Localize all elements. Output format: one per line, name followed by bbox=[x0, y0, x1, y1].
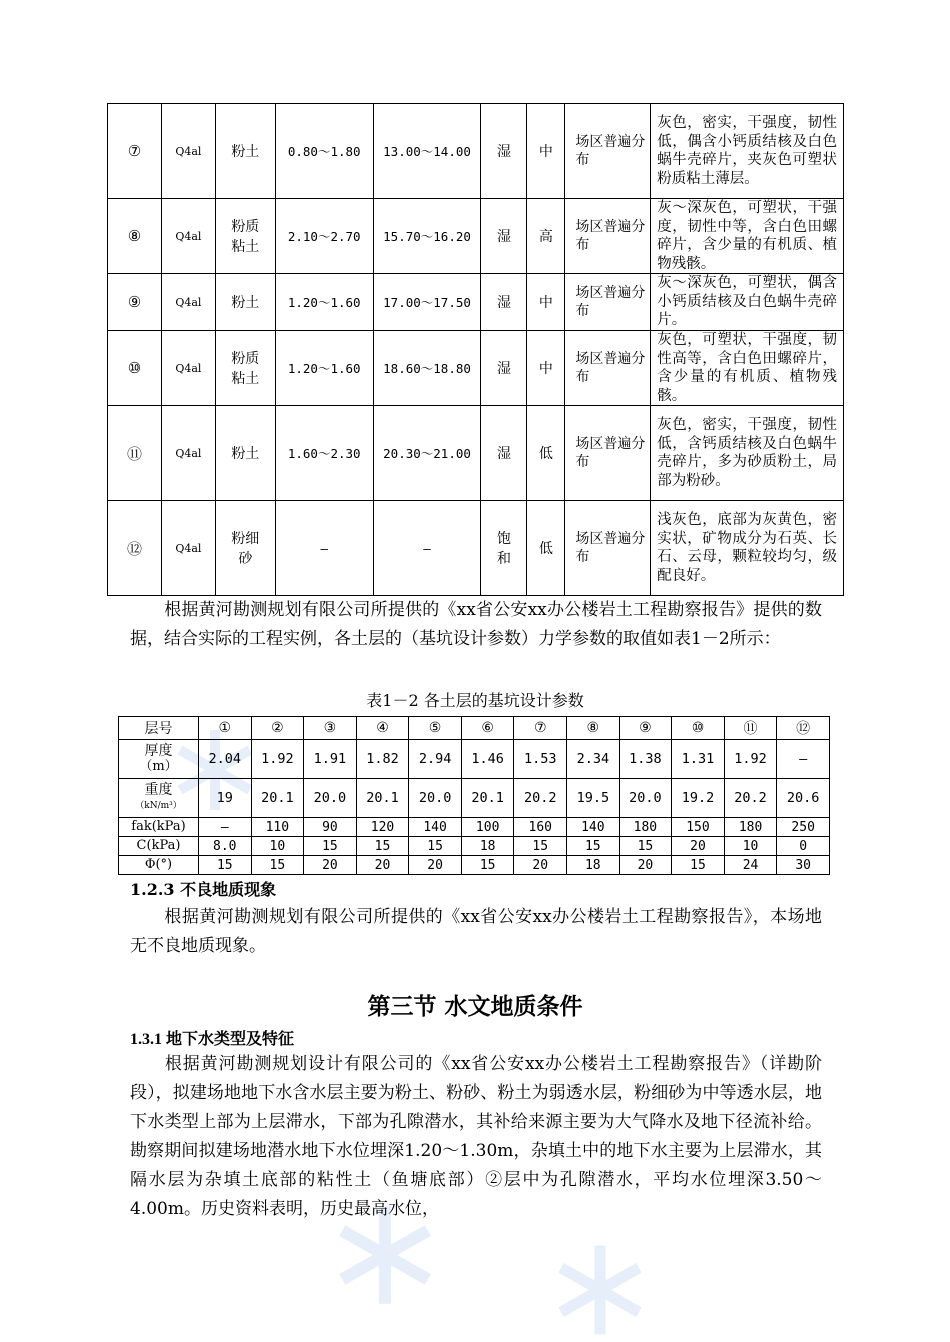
layer-depth-cell: 15.70～16.20 bbox=[373, 199, 481, 274]
layer-header-cell: ④ bbox=[356, 717, 409, 740]
parameter-value-cell: 2.94 bbox=[409, 740, 462, 779]
layer-depth-cell: 20.30～21.00 bbox=[373, 406, 481, 501]
parameter-value-cell: 110 bbox=[251, 818, 304, 837]
soil-layer-row bbox=[108, 501, 844, 596]
parameter-value-cell: 15 bbox=[304, 837, 357, 856]
parameter-value-cell: 140 bbox=[409, 818, 462, 837]
parameter-value-cell: 15 bbox=[409, 837, 462, 856]
parameter-unit: （kN/m³） bbox=[135, 801, 182, 811]
parameter-name: C(kPa) bbox=[136, 838, 181, 853]
parameter-name: 厚度 bbox=[144, 743, 173, 759]
parameter-value-cell: 19.2 bbox=[672, 779, 725, 818]
parameter-value-cell: 20.0 bbox=[304, 779, 357, 818]
parameter-row bbox=[119, 818, 830, 837]
parameter-value-cell: 20 bbox=[672, 837, 725, 856]
parameter-value-cell: 15 bbox=[672, 856, 725, 875]
layer-thickness-cell: 2.10～2.70 bbox=[275, 199, 373, 274]
parameter-value-cell: 15 bbox=[514, 837, 567, 856]
parameter-value-cell: 90 bbox=[304, 818, 357, 837]
parameter-value-cell: 20.6 bbox=[777, 779, 830, 818]
parameter-value-cell: 20.1 bbox=[251, 779, 304, 818]
parameter-value-cell: 20.2 bbox=[724, 779, 777, 818]
layer-depth-cell: 13.00～14.00 bbox=[373, 104, 481, 199]
parameter-row bbox=[119, 740, 830, 779]
soil-name-cell: 粉质粘土 bbox=[215, 331, 275, 406]
layer-number-cell: ⑨ bbox=[108, 274, 162, 331]
parameter-value-cell: 10 bbox=[724, 837, 777, 856]
description-cell: 灰色，密实，干强度，韧性低，偶含小钙质结核及白色蜗牛壳碎片，夹灰色可塑状粉质粘土薄层。 bbox=[651, 104, 844, 199]
geologic-age-cell: Q4al bbox=[161, 104, 215, 199]
parameter-value-cell: 160 bbox=[514, 818, 567, 837]
description-cell: 灰～深灰色，可塑状，偶含小钙质结核及白色蜗牛壳碎片。 bbox=[651, 274, 844, 331]
parameter-name: 重度 bbox=[144, 782, 173, 798]
parameter-value-cell: 24 bbox=[724, 856, 777, 875]
parameter-value-cell: 0 bbox=[777, 837, 830, 856]
density-cell: 低 bbox=[527, 501, 565, 596]
geologic-age-cell: Q4al bbox=[161, 331, 215, 406]
parameter-value-cell: 15 bbox=[619, 837, 672, 856]
heading-1-3-1: 1.3.1 地下水类型及特征 bbox=[130, 1031, 295, 1048]
soil-name-cell: 粉质粘土 bbox=[215, 199, 275, 274]
parameter-value-cell: 20 bbox=[356, 856, 409, 875]
description-cell: 浅灰色，底部为灰黄色，密实状，矿物成分为石英、长石、云母，颗粒较均匀，级配良好。 bbox=[651, 501, 844, 596]
paragraph-adverse-geology: 根据黄河勘测规划有限公司所提供的《xx省公安xx办公楼岩土工程勘察报告》，本场地无不良地质现象。 bbox=[130, 907, 822, 956]
density-cell: 低 bbox=[527, 406, 565, 501]
parameter-value-cell: 15 bbox=[198, 856, 251, 875]
distribution-cell: 场区普遍分布 bbox=[565, 331, 651, 406]
parameter-label-cell bbox=[119, 779, 199, 818]
parameter-value-cell: 1.38 bbox=[619, 740, 672, 779]
soil-layer-description-table bbox=[107, 103, 844, 596]
parameter-value-cell: 15 bbox=[251, 856, 304, 875]
layer-header-cell: ⑤ bbox=[409, 717, 462, 740]
description-cell: 灰色，可塑状，干强度，韧性高等，含白色田螺碎片，含少量的有机质、植物残骸。 bbox=[651, 331, 844, 406]
parameter-value-cell: 20 bbox=[619, 856, 672, 875]
heading-1-2-3: 1.2.3 不良地质现象 bbox=[130, 880, 277, 899]
humidity-cell: 饱和 bbox=[481, 501, 527, 596]
parameter-value-cell: 19.5 bbox=[567, 779, 620, 818]
watermark-snowflake-icon bbox=[545, 1240, 655, 1340]
soil-layer-row bbox=[108, 104, 844, 199]
parameter-value-cell: 20.0 bbox=[619, 779, 672, 818]
density-cell: 高 bbox=[527, 199, 565, 274]
soil-layer-row bbox=[108, 406, 844, 501]
layer-header-cell: ⑫ bbox=[777, 717, 830, 740]
layer-header-cell: ⑨ bbox=[619, 717, 672, 740]
humidity-cell: 湿 bbox=[481, 199, 527, 274]
layer-header-cell: ⑪ bbox=[724, 717, 777, 740]
parameter-row bbox=[119, 837, 830, 856]
layer-header-cell: ⑩ bbox=[672, 717, 725, 740]
parameter-name: fak(kPa) bbox=[131, 819, 186, 834]
parameter-label-cell bbox=[119, 856, 199, 875]
description-cell: 灰～深灰色，可塑状，干强度，韧性中等，含白色田螺碎片，含少量的有机质、植物残骸。 bbox=[651, 199, 844, 274]
parameter-value-cell: 180 bbox=[724, 818, 777, 837]
header-label-cell: 层号 bbox=[119, 717, 199, 740]
paragraph-design-parameters-intro: 根据黄河勘测规划有限公司所提供的《xx省公安xx办公楼岩土工程勘察报告》提供的数据，结合实际的工程实例，各土层的（基坑设计参数）力学参数的取值如表1－2所示： bbox=[130, 600, 822, 649]
distribution-cell: 场区普遍分布 bbox=[565, 274, 651, 331]
geologic-age-cell: Q4al bbox=[161, 274, 215, 331]
layer-header-cell: ① bbox=[198, 717, 251, 740]
geologic-age-cell: Q4al bbox=[161, 199, 215, 274]
parameter-value-cell: 1.53 bbox=[514, 740, 567, 779]
design-parameter-table bbox=[118, 716, 830, 875]
layer-thickness-cell: 1.20～1.60 bbox=[275, 331, 373, 406]
parameter-label-cell bbox=[119, 818, 199, 837]
parameter-value-cell: 1.91 bbox=[304, 740, 357, 779]
parameter-value-cell: 180 bbox=[619, 818, 672, 837]
layer-thickness-cell: — bbox=[275, 501, 373, 596]
layer-header-cell: ② bbox=[251, 717, 304, 740]
parameter-value-cell: 1.82 bbox=[356, 740, 409, 779]
parameter-value-cell: — bbox=[777, 740, 830, 779]
parameter-value-cell: 15 bbox=[356, 837, 409, 856]
soil-name-cell: 粉土 bbox=[215, 274, 275, 331]
parameter-value-cell: 20.0 bbox=[409, 779, 462, 818]
humidity-cell: 湿 bbox=[481, 104, 527, 199]
paragraph-groundwater: 根据黄河勘测规划设计有限公司的《xx省公安xx办公楼岩土工程勘察报告》（详勘阶段），拟建场地地下水含水层主要为粉土、粉砂、粉土为弱透水层，粉细砂为中等透水层，地下水类型上部为上层滞水，下部为孔隙潜水，其补给来源主要为大气降水及地下径流补给。勘察期间拟建场地潜水地下水位埋深1.20～1.30m，杂填土中的地下水主要为上层滞水，其隔水层为杂填土底部的粘性土（鱼塘底部）②层中为孔隙潜水，平均水位埋深3.50～4.00m。历史资料表明，历史最高水位， bbox=[130, 1054, 822, 1219]
header-row bbox=[119, 717, 830, 740]
parameter-label-cell bbox=[119, 740, 199, 779]
layer-number-cell: ⑪ bbox=[108, 406, 162, 501]
parameter-value-cell: 1.46 bbox=[461, 740, 514, 779]
table-caption: 表1－2 各土层的基坑设计参数 bbox=[366, 691, 584, 710]
parameter-value-cell: 8.0 bbox=[198, 837, 251, 856]
parameter-unit: （m） bbox=[139, 759, 178, 774]
parameter-value-cell: 18 bbox=[567, 856, 620, 875]
distribution-cell: 场区普遍分布 bbox=[565, 104, 651, 199]
parameter-value-cell: 2.34 bbox=[567, 740, 620, 779]
density-cell: 中 bbox=[527, 274, 565, 331]
layer-number-cell: ⑦ bbox=[108, 104, 162, 199]
humidity-cell: 湿 bbox=[481, 331, 527, 406]
distribution-cell: 场区普遍分布 bbox=[565, 406, 651, 501]
layer-number-cell: ⑩ bbox=[108, 331, 162, 406]
humidity-cell: 湿 bbox=[481, 274, 527, 331]
parameter-value-cell: 1.31 bbox=[672, 740, 725, 779]
parameter-value-cell: 100 bbox=[461, 818, 514, 837]
soil-name-cell: 粉土 bbox=[215, 406, 275, 501]
soil-name-cell: 粉细砂 bbox=[215, 501, 275, 596]
soil-layer-row bbox=[108, 331, 844, 406]
section-title: 第三节 水文地质条件 bbox=[367, 993, 583, 1020]
layer-depth-cell: 17.00～17.50 bbox=[373, 274, 481, 331]
parameter-value-cell: 20 bbox=[514, 856, 567, 875]
parameter-value-cell: 1.92 bbox=[724, 740, 777, 779]
parameter-value-cell: 1.92 bbox=[251, 740, 304, 779]
parameter-value-cell: — bbox=[198, 818, 251, 837]
parameter-row bbox=[119, 856, 830, 875]
parameter-label-cell bbox=[119, 837, 199, 856]
parameter-value-cell: 20 bbox=[304, 856, 357, 875]
parameter-value-cell: 150 bbox=[672, 818, 725, 837]
parameter-value-cell: 18 bbox=[461, 837, 514, 856]
layer-thickness-cell: 0.80～1.80 bbox=[275, 104, 373, 199]
geologic-age-cell: Q4al bbox=[161, 501, 215, 596]
parameter-value-cell: 20.1 bbox=[356, 779, 409, 818]
layer-header-cell: ③ bbox=[304, 717, 357, 740]
layer-thickness-cell: 1.20～1.60 bbox=[275, 274, 373, 331]
layer-number-cell: ⑧ bbox=[108, 199, 162, 274]
layer-header-cell: ⑧ bbox=[567, 717, 620, 740]
soil-name-cell: 粉土 bbox=[215, 104, 275, 199]
parameter-value-cell: 19 bbox=[198, 779, 251, 818]
description-cell: 灰色，密实，干强度，韧性低，含钙质结核及白色蜗牛壳碎片，多为砂质粉土，局部为粉砂。 bbox=[651, 406, 844, 501]
density-cell: 中 bbox=[527, 104, 565, 199]
parameter-value-cell: 120 bbox=[356, 818, 409, 837]
layer-depth-cell: — bbox=[373, 501, 481, 596]
parameter-value-cell: 10 bbox=[251, 837, 304, 856]
parameter-value-cell: 20.2 bbox=[514, 779, 567, 818]
layer-depth-cell: 18.60～18.80 bbox=[373, 331, 481, 406]
parameter-value-cell: 2.04 bbox=[198, 740, 251, 779]
layer-thickness-cell: 1.60～2.30 bbox=[275, 406, 373, 501]
layer-header-cell: ⑦ bbox=[514, 717, 567, 740]
parameter-value-cell: 20 bbox=[409, 856, 462, 875]
parameter-value-cell: 20.1 bbox=[461, 779, 514, 818]
layer-header-cell: ⑥ bbox=[461, 717, 514, 740]
parameter-row bbox=[119, 779, 830, 818]
parameter-value-cell: 140 bbox=[567, 818, 620, 837]
soil-layer-row bbox=[108, 199, 844, 274]
parameter-value-cell: 30 bbox=[777, 856, 830, 875]
geologic-age-cell: Q4al bbox=[161, 406, 215, 501]
parameter-name: Φ(°) bbox=[144, 857, 173, 872]
layer-number-cell: ⑫ bbox=[108, 501, 162, 596]
soil-layer-row bbox=[108, 274, 844, 331]
parameter-value-cell: 15 bbox=[567, 837, 620, 856]
distribution-cell: 场区普遍分布 bbox=[565, 199, 651, 274]
parameter-value-cell: 250 bbox=[777, 818, 830, 837]
humidity-cell: 湿 bbox=[481, 406, 527, 501]
density-cell: 中 bbox=[527, 331, 565, 406]
parameter-value-cell: 15 bbox=[461, 856, 514, 875]
distribution-cell: 场区普遍分布 bbox=[565, 501, 651, 596]
